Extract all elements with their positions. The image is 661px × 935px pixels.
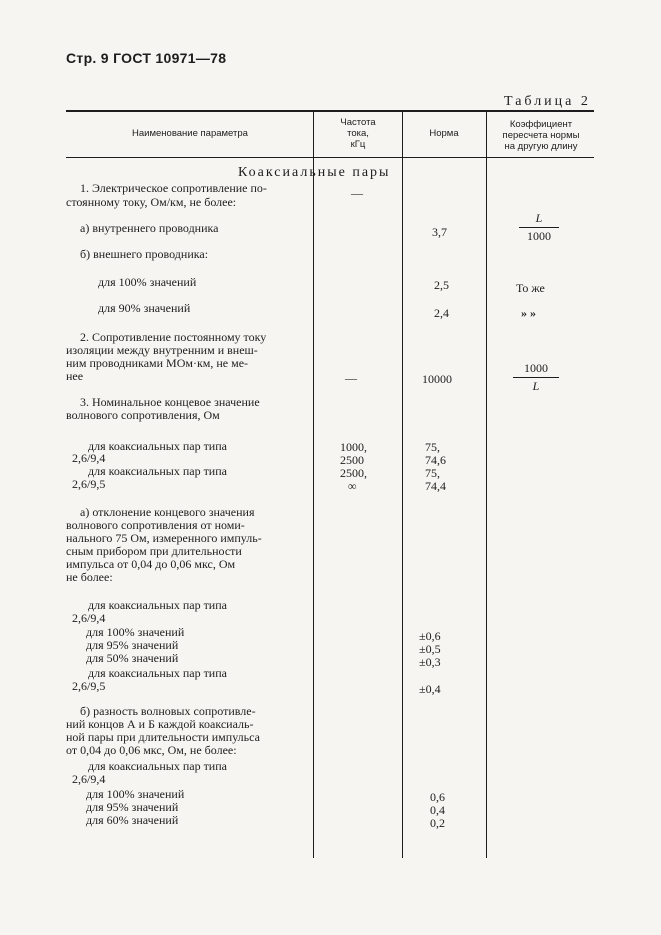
norm-cell: ±0,5 — [419, 642, 441, 656]
param-text: импульса от 0,04 до 0,06 мкс, Ом — [66, 557, 236, 571]
col-header-coef-1: Коэффициент — [509, 119, 573, 130]
param-text: не более: — [66, 570, 113, 584]
param-text: для 95% значений — [86, 800, 179, 814]
freq-cell: 2500, — [340, 466, 367, 480]
fraction-bar — [519, 227, 559, 228]
param-text: 2,6/9,5 — [72, 679, 106, 693]
param-text: для 95% значений — [86, 638, 179, 652]
param-text: нее — [66, 369, 84, 383]
param-text: для коаксиальных пар типа — [88, 759, 227, 773]
param-text: б) разность волновых сопротивле- — [80, 704, 256, 718]
norm-cell: 74,4 — [425, 479, 446, 493]
param-text: для 100% значений — [86, 625, 185, 639]
col-header-norm: Норма — [429, 128, 459, 139]
param-text: а) отклонение концевого значения — [80, 505, 255, 519]
coef-numerator: L — [535, 211, 543, 225]
col-header-freq-3: кГц — [350, 139, 366, 150]
param-text: нального 75 Ом, измеренного импуль- — [66, 531, 262, 545]
norm-cell: 2,5 — [434, 278, 449, 292]
norm-cell: ±0,4 — [419, 682, 441, 696]
freq-cell: 1000, — [340, 440, 367, 454]
coef-denominator: L — [532, 379, 540, 393]
table-header-rule — [66, 157, 594, 158]
param-text: ним проводниками МОм·км, не ме- — [66, 356, 249, 370]
freq-cell: — — [345, 371, 357, 385]
param-text: для коаксиальных пар типа — [88, 598, 227, 612]
col-header-freq-1: Частота — [340, 117, 376, 128]
coef-fraction — [513, 361, 559, 394]
param-text: 2,6/9,4 — [72, 451, 106, 465]
section-title: Коаксиальные пары — [238, 165, 391, 180]
col-divider-3 — [486, 112, 487, 858]
param-text: 2,6/9,4 — [72, 611, 106, 625]
param-text: изоляции между внутренним и внеш- — [66, 343, 258, 357]
param-text: для 100% значений — [86, 787, 185, 801]
coef-denominator: 1000 — [527, 229, 551, 243]
param-text: стоянному току, Ом/км, не более: — [66, 195, 237, 209]
col-header-param: Наименование параметра — [132, 128, 248, 139]
table-top-rule — [66, 110, 594, 112]
param-text: сным прибором при длительности — [66, 544, 242, 558]
freq-cell: 2500 — [340, 453, 364, 467]
param-text: для коаксиальных пар типа — [88, 666, 227, 680]
norm-cell: 2,4 — [434, 306, 449, 320]
norm-cell: 75, — [425, 466, 440, 480]
param-text: для 100% значений — [98, 275, 197, 289]
freq-cell: — — [351, 186, 363, 200]
col-divider-1 — [313, 112, 314, 858]
param-text: 2,6/9,5 — [72, 477, 106, 491]
param-text: для 90% значений — [98, 301, 191, 315]
norm-cell: ±0,3 — [419, 655, 441, 669]
param-text: 1. Электрическое сопротивление по- — [80, 181, 267, 195]
coef-fraction — [519, 211, 559, 244]
col-header-freq-2: тока, — [347, 128, 369, 139]
col-header-coef-3: на другую длину — [504, 141, 578, 152]
norm-cell: 75, — [425, 440, 440, 454]
param-text: для 50% значений — [86, 651, 179, 665]
norm-cell: 10000 — [422, 372, 452, 386]
col-divider-2 — [402, 112, 403, 858]
fraction-bar — [513, 377, 559, 378]
coef-cell: » » — [521, 306, 536, 320]
freq-cell: ∞ — [348, 479, 357, 493]
param-text: б) внешнего проводника: — [80, 247, 209, 261]
norm-cell: 0,6 — [430, 790, 445, 804]
param-text: от 0,04 до 0,06 мкс, Ом, не более: — [66, 743, 237, 757]
param-text: волнового сопротивления, Ом — [66, 408, 220, 422]
coef-cell: То же — [516, 281, 545, 295]
norm-cell: 0,4 — [430, 803, 445, 817]
param-text: для 60% значений — [86, 813, 179, 827]
norm-cell: ±0,6 — [419, 629, 441, 643]
coef-numerator: 1000 — [524, 361, 548, 375]
param-text: для коаксиальных пар типа — [88, 464, 227, 478]
param-text: ний концов А и Б каждой коаксиаль- — [66, 717, 254, 731]
norm-cell: 74,6 — [425, 453, 446, 467]
norm-cell: 3,7 — [432, 225, 447, 239]
param-text: ной пары при длительности импульса — [66, 730, 260, 744]
param-text: волнового сопротивления от номи- — [66, 518, 245, 532]
norm-cell: 0,2 — [430, 816, 445, 830]
param-text: 3. Номинальное концевое значение — [80, 395, 260, 409]
param-text: 2. Сопротивление постоянному току — [80, 330, 267, 344]
param-text: 2,6/9,4 — [72, 772, 106, 786]
param-text: для коаксиальных пар типа — [88, 439, 227, 453]
col-header-coef-2: пересчета нормы — [502, 130, 580, 141]
param-text: а) внутреннего проводника — [80, 221, 219, 235]
page-header: Стр. 9 ГОСТ 10971—78 — [66, 50, 227, 66]
table-label: Таблица 2 — [504, 94, 591, 109]
